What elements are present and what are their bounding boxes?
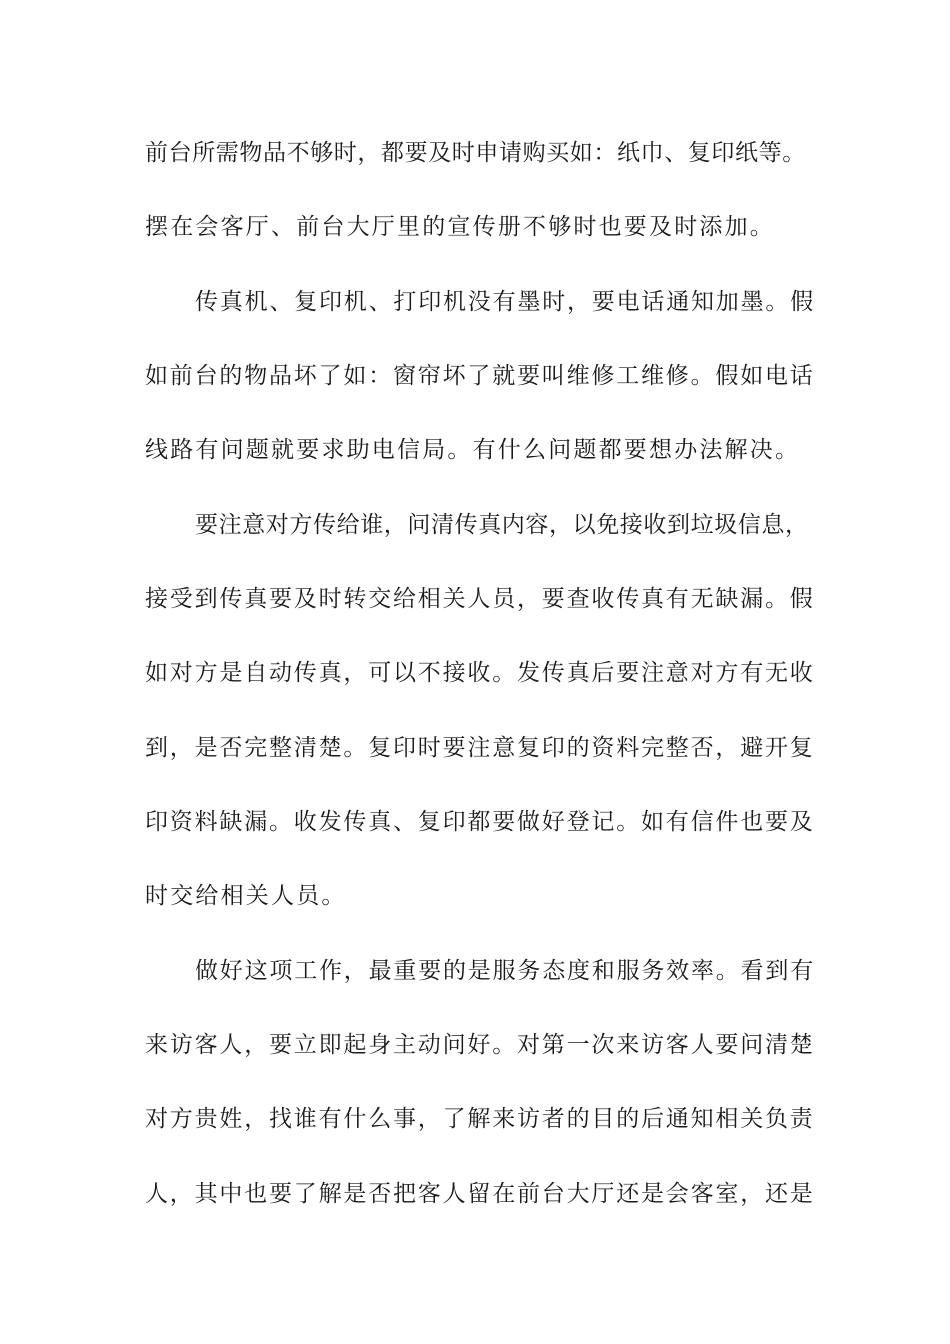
paragraph-first-line: 要注意对方传给谁，问清传真内容，以免接收到垃圾信息， <box>195 512 809 538</box>
text-line: 接受到传真要及时转交给相关人员，要查收传真有无缺漏。假 <box>145 586 815 612</box>
text-line: 印资料缺漏。收发传真、复印都要做好登记。如有信件也要及 <box>145 809 815 835</box>
text-line: 对方贵姓，找谁有什么事，了解来访者的目的后通知相关负责 <box>145 1106 815 1132</box>
text-line: 来访客人，要立即起身主动问好。对第一次来访客人要问清楚 <box>145 1032 815 1058</box>
text-line: 人，其中也要了解是否把客人留在前台大厅还是会客室，还是 <box>145 1181 815 1207</box>
text-line: 前台所需物品不够时，都要及时申请购买如：纸巾、复印纸等。 <box>145 140 806 166</box>
text-line: 如对方是自动传真，可以不接收。发传真后要注意对方有无收 <box>145 660 815 686</box>
text-line: 如前台的物品坏了如：窗帘坏了就要叫维修工维修。假如电话 <box>145 363 815 389</box>
paragraph-first-line: 做好这项工作，最重要的是服务态度和服务效率。看到有 <box>195 958 815 984</box>
text-line: 到，是否完整清楚。复印时要注意复印的资料完整否，避开复 <box>145 735 815 761</box>
paragraph-first-line: 传真机、复印机、打印机没有墨时，要电话通知加墨。假 <box>195 289 815 315</box>
text-line: 线路有问题就要求助电信局。有什么问题都要想办法解决。 <box>145 437 801 463</box>
text-line: 摆在会客厅、前台大厅里的宣传册不够时也要及时添加。 <box>145 214 775 240</box>
text-line: 时交给相关人员。 <box>145 883 347 909</box>
